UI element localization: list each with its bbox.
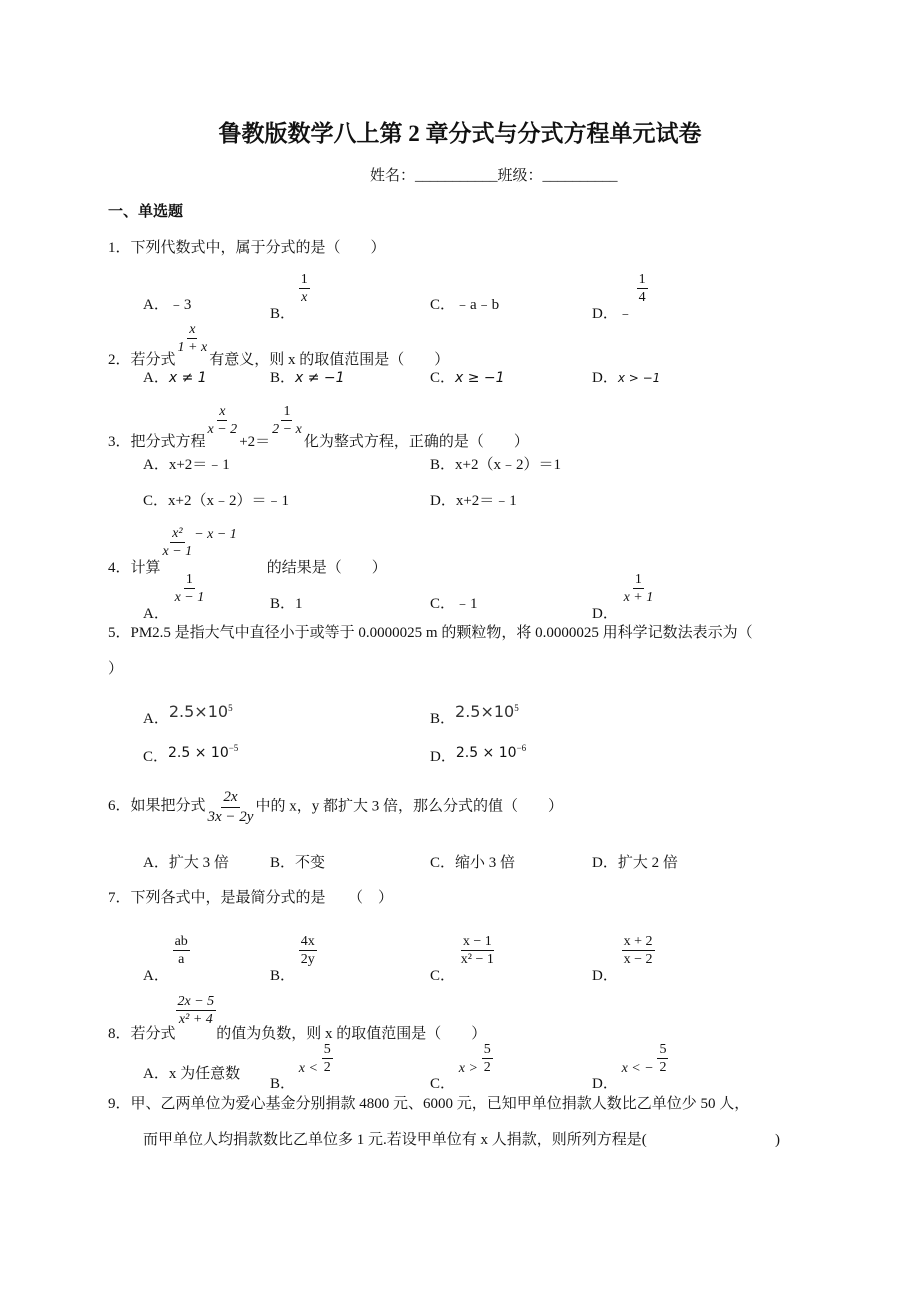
q6-option-a: A．扩大 3 倍	[143, 855, 229, 871]
q6-fraction: $\frac{2x}{3x - 2y}$	[207, 789, 254, 825]
q8-option-c-fraction: $\frac{5}{2}$	[483, 1042, 491, 1076]
question-5-stem: 5．PM2.5 是指大气中直径小于或等于 0.0000025 m 的颗粒物，将 0.0000025 用科学记数法表示为（	[108, 625, 753, 641]
q8-option-b: B． x < $\frac{5}{2}$	[270, 1042, 331, 1093]
q5-option-c: C．$2.5 \times 10^{-5}$	[143, 743, 239, 765]
q2-option-d: D．x > −1	[592, 370, 661, 386]
question-5-stem-cont: ）	[108, 661, 124, 677]
question-9-line-2: 而甲单位人均捐款数比乙单位多 1 元.若设甲单位有 x 人捐款，则所列方程是(	[143, 1132, 647, 1148]
q4-fraction: $\frac{\text{x²}}{x - 1}$	[162, 526, 193, 560]
q1-option-b-fraction: $\frac{1}{x}$	[300, 272, 308, 306]
class-blank: __________	[542, 168, 618, 184]
q3-option-b: B．x+2（x﹣2）＝1	[430, 457, 561, 473]
q2-fraction: $\frac{x}{1 + x}$	[177, 322, 208, 356]
q3-fraction-1: $\frac{x}{x - 2}$	[207, 404, 238, 438]
q8-option-d-fraction: $\frac{5}{2}$	[659, 1042, 667, 1076]
q6-option-b: B．不变	[270, 855, 326, 871]
q2-option-b: B．x ≠ −1	[270, 370, 345, 386]
q5-option-a: A．$2.5\times 10^5$	[143, 702, 233, 727]
q7-option-c: C． $\frac{x - 1}{\text{x² − 1}}$	[430, 934, 494, 985]
student-info-line	[370, 169, 618, 184]
q8-option-b-fraction: $\frac{5}{2}$	[323, 1042, 331, 1076]
q7-option-b-fraction: $\frac{4x}{2y}$	[300, 934, 315, 968]
q3-option-d: D．x+2＝﹣1	[430, 493, 517, 509]
question-3-stem: 3．把分式方程 $\frac{x}{x - 2}$ +2＝ $\frac{1}{2 - x}$ 化为整式方程，正确的是（ ）	[108, 404, 529, 451]
q3-fraction-2: $\frac{1}{2 - x}$	[272, 404, 302, 438]
q6-option-c: C．缩小 3 倍	[430, 855, 516, 871]
q3-option-c: C．x+2（x﹣2）＝﹣1	[143, 493, 289, 509]
q7-option-c-fraction: $\frac{x - 1}{\text{x² − 1}}$	[460, 934, 494, 968]
q8-option-a: A．x 为任意数	[143, 1066, 241, 1082]
name-label: 姓名：	[370, 168, 416, 184]
q4-option-a-fraction: $\frac{1}{x - 1}$	[174, 572, 205, 606]
q7-option-a: A． $\frac{ab}{a}$	[143, 934, 188, 985]
section-heading: 一、单选题	[108, 204, 184, 220]
q4-option-d: D． $\frac{1}{x + 1}$	[592, 572, 654, 623]
question-6-stem: 6．如果把分式 $\frac{2x}{3x - 2y}$ 中的 x，y 都扩大 3 倍，那么分式的值（ ）	[108, 789, 563, 825]
q3-option-a: A．x+2＝﹣1	[143, 457, 230, 473]
name-blank: ___________	[415, 168, 498, 184]
question-1-stem: 1．下列代数式中，属于分式的是（ ）	[108, 240, 386, 256]
q1-option-c: C．﹣a﹣b	[430, 297, 500, 313]
q5-option-d: D．$2.5 \times 10^{-6}$	[430, 743, 527, 765]
question-2-stem: 2．若分式 $\frac{x}{1 + x}$ 有意义，则 x 的取值范围是（ ）	[108, 322, 450, 369]
q1-option-b: B． $\frac{1}{x}$	[270, 272, 308, 323]
q8-option-c: C． x > $\frac{5}{2}$	[430, 1042, 491, 1093]
q5-option-b: B．$2.5\times 10^5$	[430, 702, 519, 727]
question-9-line-1: 9．甲、乙两单位为爱心基金分别捐款 4800 元、6000 元，已知甲单位捐款人数比乙单位少 50 人，	[108, 1096, 750, 1112]
q4-option-a: A． $\frac{1}{x - 1}$	[143, 572, 205, 623]
q4-fraction-tail: − x − 1	[194, 527, 237, 543]
question-9-line-2-end: )	[775, 1132, 780, 1148]
q7-option-b: B． $\frac{4x}{2y}$	[270, 934, 315, 985]
page-title: 鲁教版数学八上第 2 章分式与分式方程单元试卷	[218, 121, 702, 146]
q2-option-a: A．x ≠ 1	[143, 370, 207, 386]
question-7-stem: 7．下列各式中，是最简分式的是 （ ）	[108, 890, 394, 906]
q1-option-d-fraction: $\frac{1}{4}$	[638, 272, 646, 306]
q6-option-d: D．扩大 2 倍	[592, 855, 678, 871]
q1-option-d: D．﹣ $\frac{1}{4}$	[592, 272, 646, 323]
class-label: 班级：	[497, 168, 543, 184]
q4-option-b: B．1	[270, 596, 303, 612]
q7-option-a-fraction: $\frac{ab}{a}$	[174, 934, 188, 968]
q4-option-d-fraction: $\frac{1}{x + 1}$	[623, 572, 654, 606]
q2-option-c: C．x ≥ −1	[430, 370, 505, 386]
q7-option-d-fraction: $\frac{x + 2}{x - 2}$	[623, 934, 653, 968]
question-4-stem: 4．计算 $\frac{\text{x²}}{x - 1}$ − x − 1的结果是（ ）	[108, 526, 387, 577]
q8-fraction: $\frac{2x - 5}{\text{x² + 4}}$	[177, 994, 215, 1028]
question-8-stem: 8．若分式 $\frac{2x - 5}{\text{x² + 4}}$ 的值为负数，则 x 的取值范围是（ ）	[108, 994, 487, 1043]
q4-option-c: C．﹣1	[430, 596, 478, 612]
q7-option-d: D． $\frac{x + 2}{x - 2}$	[592, 934, 653, 985]
q8-option-d: D． x < − $\frac{5}{2}$	[592, 1042, 667, 1093]
q1-option-a: A．﹣3	[143, 297, 192, 313]
